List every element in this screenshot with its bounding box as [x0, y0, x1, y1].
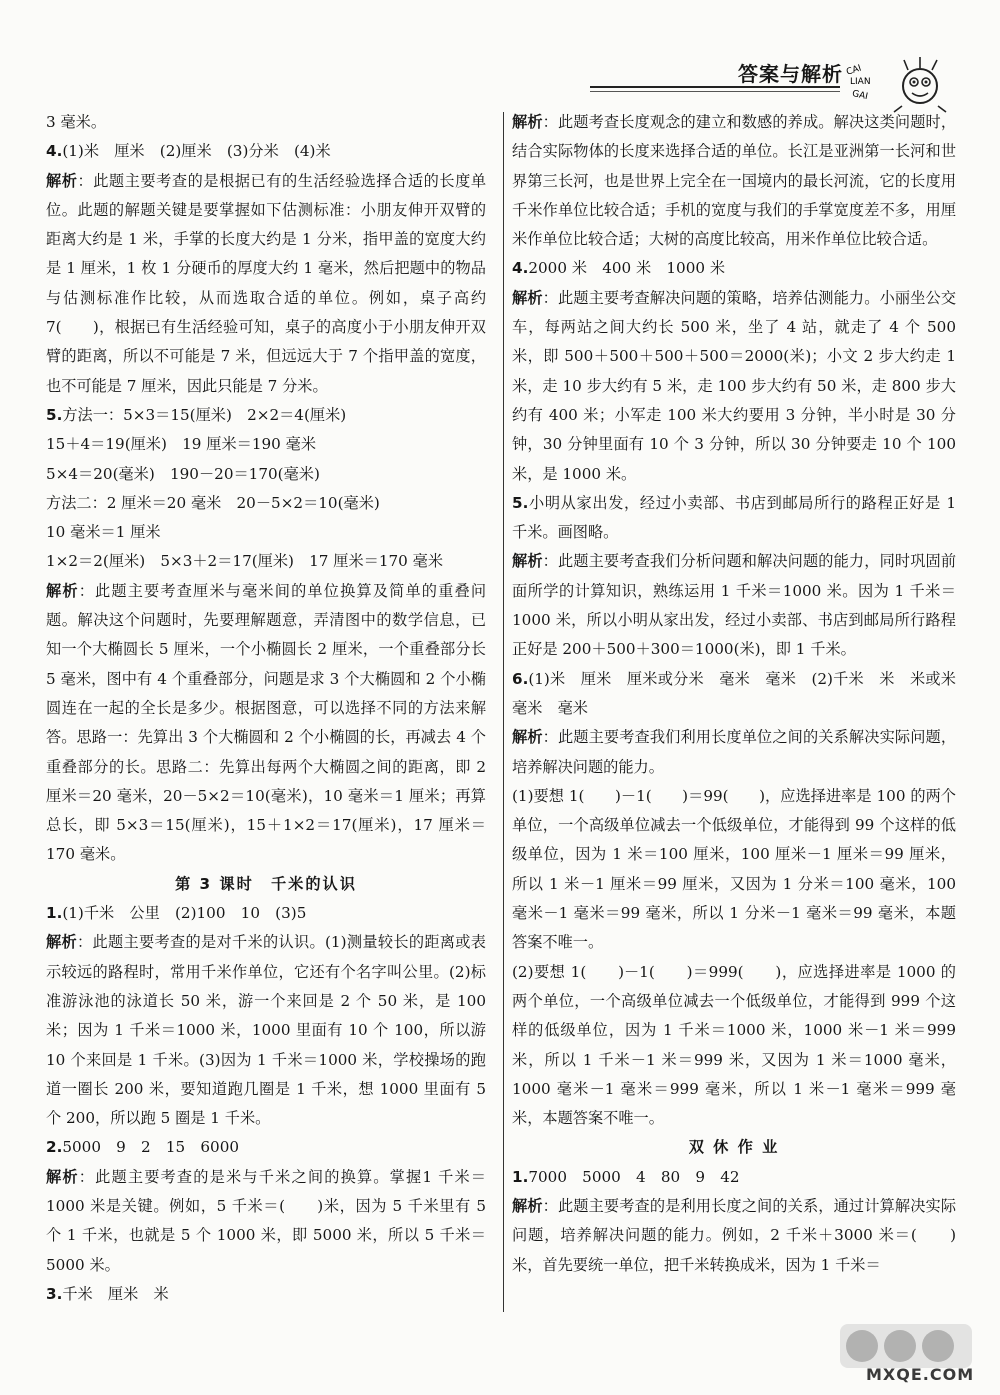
answer-item: [46, 1280, 486, 1309]
item-number: 1.: [46, 904, 63, 923]
item-number: 6.: [512, 669, 529, 688]
svg-text:GAI: GAI: [851, 89, 869, 103]
analysis-paragraph: [512, 284, 956, 489]
paragraph-text: 1×2＝2(厘米) 5×3＋2＝17(厘米) 17 厘米＝170 毫米: [46, 552, 444, 571]
left-column: [46, 108, 486, 1309]
answer-line: [46, 430, 486, 459]
paragraph-text: 方法二：2 厘米＝20 毫米 20－5×2＝10(毫米): [46, 493, 380, 512]
answer-item: [512, 1163, 956, 1192]
header-title: 答案与解析: [738, 62, 843, 86]
paragraph-text: ：此题主要考查的是米与千米之间的换算。掌握1 千米＝1000 米是关键。例如，5 千米＝( )米，因为 5 千米里有 5 个 1 千米，也就是 5 个 1000 米，即 5000 米，所以 5 千米＝5000 米。: [46, 1167, 486, 1274]
item-number: 4.: [46, 142, 63, 161]
answer-line: [512, 958, 956, 1134]
paragraph-text: (1)要想 1( )－1( )＝99( )，应选择进率是 100 的两个单位，一个高级单位减去一个低级单位，才能得到 99 个这样的低级单位，因为 1 米＝100 厘米，100 厘米－1 厘米＝99 厘米，所以 1 米－1 厘米＝99 厘米，又因为 1 分米＝100 毫米，100 毫米－1 毫米＝99 毫米，所以 1 分米－1 毫米＝99 毫米，本题答案不唯一。: [512, 786, 956, 952]
paragraph-text: 2000 米 400 米 1000 米: [528, 259, 726, 278]
answer-item: [46, 899, 486, 928]
analysis-paragraph: [512, 547, 956, 664]
paragraph-text: (1)千米 公里 (2)100 10 (3)5: [62, 904, 307, 923]
paragraph-text: 3 毫米。: [46, 113, 107, 131]
analysis-label: 解析: [46, 933, 77, 952]
paragraph-text: 千米 厘米 米: [62, 1284, 169, 1303]
item-number: 1.: [512, 1167, 529, 1186]
answer-line: [46, 460, 486, 489]
section-heading: 第 3 课时 千米的认识: [175, 874, 357, 893]
answer-line: [46, 518, 486, 547]
paragraph-text: 小明从家出发，经过小卖部、书店到邮局所行的路程正好是 1 千米。画图略。: [512, 493, 956, 542]
paragraph-text: ：此题主要考查的是对千米的认识。(1)测量较长的距离或表示较远的路程时，常用千米作单位，它还有个名字叫公里。(2)标准游泳池的泳道长 50 米，游一个来回是 2 个 50 米，是 100 米；因为 1 千米＝1000 米，1000 里面有 10 个 100，所以游 10 个来回是 1 千米。(3)因为 1 千米＝1000 米，学校操场的跑道一圈长 200 米，要知道跑几圈是 1 千米，想 1000 里面有 5 个 200，所以跑 5 圈是 1 千米。: [46, 933, 486, 1128]
answer-item: [46, 137, 486, 166]
answer-item: [46, 401, 486, 430]
analysis-label: 解析: [512, 1196, 543, 1215]
analysis-paragraph: [512, 723, 956, 782]
analysis-label: 解析: [46, 171, 78, 190]
paragraph-text: ：此题主要考查我们利用长度单位之间的关系解决实际问题，培养解决问题的能力。: [512, 728, 957, 776]
paragraph-text: 10 毫米＝1 厘米: [46, 523, 161, 542]
answer-item: [46, 1133, 486, 1162]
item-number: 4.: [512, 259, 529, 278]
paragraph-text: ：此题主要考查的是根据已有的生活经验选择合适的长度单位。此题的解题关键是要掌握如下估测标准：小朋友伸开双臂的距离大约是 1 米，手掌的长度大约是 1 分米，指甲盖的宽度大约是 1 厘米，1 枚 1 分硬币的厚度大约 1 毫米，然后把题中的物品与估测标准作比较，从而选取合适的单位。例如，桌子高约 7( )，根据已有生活经验可知，桌子的高度小于小朋友伸开双臂的距离，所以不可能是 7 米，但远远大于 7 个指甲盖的宽度，也不可能是 7 厘米，因此只能是 7 分米。: [46, 171, 487, 395]
answer-item: [512, 489, 956, 548]
answer-line: [46, 108, 486, 137]
answer-item: [512, 665, 972, 724]
paragraph-text: ：此题主要考查解决问题的策略，培养估测能力。小丽坐公交车，每两站之间大约长 500 米，坐了 4 站，就走了 4 个 500 米，即 500＋500＋500＋500＝2000(米)；小文 2 步大约走 1 米，走 10 步大约有 5 米，走 100 步大约有 50 米，走 800 步大约有 400 米；小军走 100 米大约要用 3 分钟，半小时是 30 分钟，30 分钟里面有 10 个 3 分钟，所以 30 分钟要走 10 个 100 米，是 1000 米。: [512, 288, 957, 483]
paragraph-text: ：此题主要考查厘米与毫米间的单位换算及简单的重叠问题。解决这个问题时，先要理解题意，弄清图中的数学信息，已知一个大椭圆长 5 厘米，一个小椭圆长 2 厘米，一个重叠部分长 5 毫米，图中有 4 个重叠部分，问题是求 3 个大椭圆和 2 个小椭圆连在一起的全长是多少。根据图意，可以选择不同的方法来解答。思路一：先算出 3 个大椭圆和 2 个小椭圆的长，再减去 4 个重叠部分的长。思路二：先算出每两个大椭圆之间的距离，即 2 厘米＝20 毫米，20－5×2＝10(毫米)，10 毫米＝1 厘米；再算总长，即 5×3＝15(厘米)，15＋1×2＝17(厘米)，17 厘米＝170 毫米。: [46, 581, 487, 864]
paragraph-text: 7000 5000 4 80 9 42: [528, 1167, 740, 1186]
answer-line: [46, 547, 486, 576]
analysis-paragraph: [512, 108, 956, 254]
right-column: [512, 108, 972, 1280]
analysis-paragraph: [46, 928, 486, 1133]
item-number: 3.: [46, 1284, 63, 1303]
paragraph-text: 5000 9 2 15 6000: [62, 1138, 240, 1157]
analysis-paragraph: [46, 167, 486, 401]
paragraph-text: ：此题主要考查的是利用长度之间的关系，通过计算解决实际问题，培养解决问题的能力。例如，2 千米＋3000 米＝( )米，首先要统一单位，把千米转换成米，因为 1 千米＝: [512, 1196, 957, 1274]
analysis-label: 解析: [512, 552, 543, 571]
answer-item: [512, 254, 956, 283]
analysis-label: 解析: [512, 113, 543, 131]
paragraph-text: (1)米 厘米 厘米或分米 毫米 毫米 (2)千米 米 米或米 毫米 毫米: [512, 669, 972, 717]
watermark-text: MXQE.COM: [866, 1365, 975, 1384]
analysis-label: 解析: [512, 728, 543, 747]
column-divider: [503, 112, 504, 1312]
svg-text:LIAN: LIAN: [850, 77, 871, 87]
item-number: 5.: [512, 493, 529, 512]
analysis-label: 解析: [46, 581, 79, 600]
item-number: 2.: [46, 1138, 63, 1157]
analysis-label: 解析: [512, 288, 543, 307]
paragraph-text: ：此题考查长度观念的建立和数感的养成。解决这类问题时，结合实际物体的长度来选择合适的单位。长江是亚洲第一长河和世界第三长河，也是世界上完全在一国境内的最长河流，它的长度用千米作单位比较合适；手机的宽度与我们的手掌宽度差不多，用厘米作单位比较合适；大树的高度比较高，用米作单位比较合适。: [512, 113, 957, 249]
answer-line: [512, 782, 956, 958]
paragraph-text: (1)米 厘米 (2)厘米 (3)分米 (4)米: [62, 142, 331, 161]
paragraph-text: 15＋4＝19(厘米) 19 厘米＝190 毫米: [46, 435, 317, 454]
paragraph-text: 方法一：5×3＝15(厘米) 2×2＝4(厘米): [62, 405, 347, 424]
paragraph-text: 5×4＝20(毫米) 190－20＝170(毫米): [46, 464, 320, 483]
item-number: 5.: [46, 405, 63, 424]
analysis-label: 解析: [46, 1167, 79, 1186]
svg-text:CAI: CAI: [845, 63, 863, 78]
analysis-paragraph: [512, 1192, 956, 1280]
paragraph-text: ：此题主要考查我们分析问题和解决问题的能力，同时巩固前面所学的计算知识，熟练运用 1 千米＝1000 米。因为 1 千米＝1000 米，所以小明从家出发，经过小卖部、书店到邮局所行路程正好是 200＋500＋300＝1000(米)，即 1 千米。: [512, 552, 957, 659]
section-heading: 双 休 作 业: [688, 1138, 780, 1157]
analysis-paragraph: [46, 1163, 486, 1280]
paragraph-text: (2)要想 1( )－1( )＝999( )，应选择进率是 1000 的两个单位，一个高级单位减去一个低级单位，才能得到 999 个这样的低级单位，因为 1 千米＝1000 米，1000 米－1 米＝999 米，所以 1 千米－1 米＝999 米，又因为 1 米＝1000 毫米，1000 毫米－1 毫米＝999 毫米，所以 1 米－1 毫米＝999 毫米，本题答案不唯一。: [512, 962, 956, 1128]
analysis-paragraph: [46, 577, 486, 870]
answer-line: [46, 489, 486, 518]
header-rule-thin: [590, 91, 840, 92]
